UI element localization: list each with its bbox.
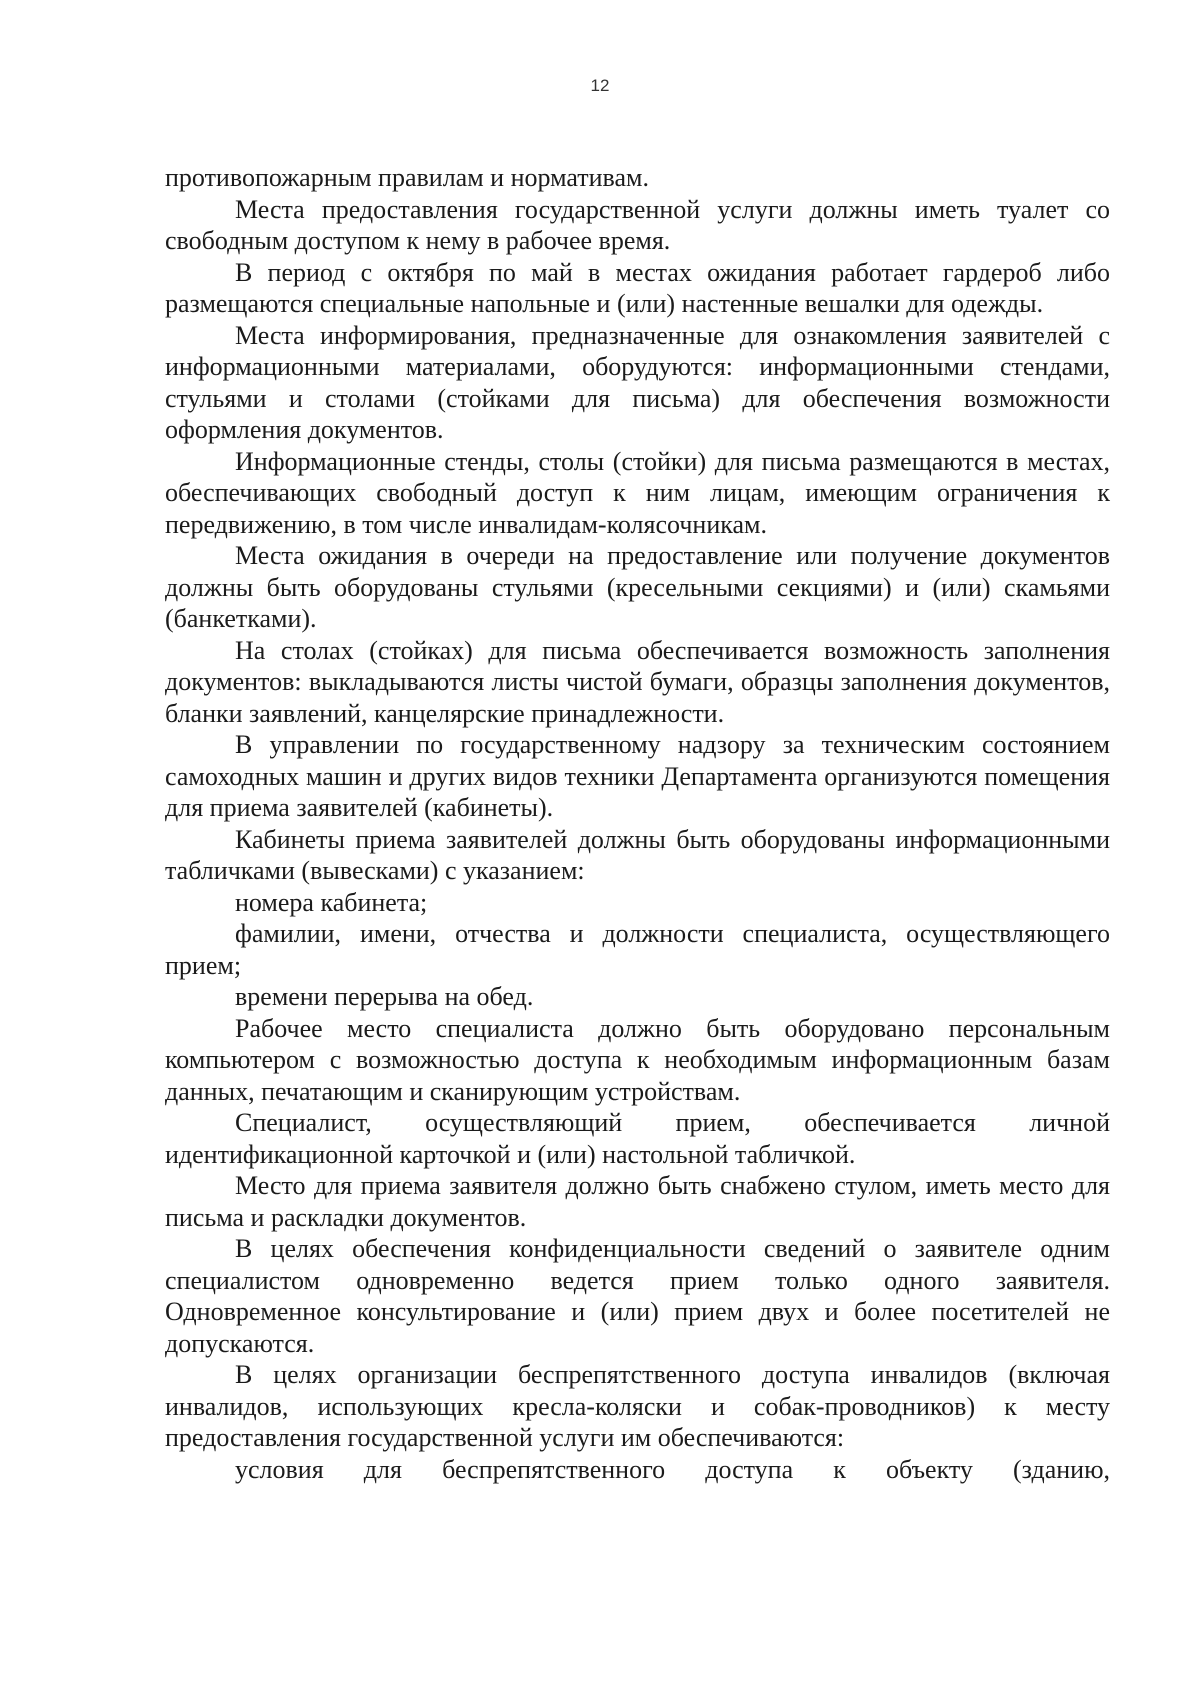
paragraph: В период с октября по май в местах ожидания работает гардероб либо размещаются специальные напольные и (или) настенные вешалки для одежды.	[165, 257, 1110, 318]
paragraph: Специалист, осуществляющий прием, обеспечивается личной идентификационной карточкой и (или) настольной табличкой.	[165, 1108, 1110, 1169]
page-number: 12	[590, 76, 610, 95]
paragraph: Информационные стенды, столы (стойки) для письма размещаются в местах, обеспечивающих свободный доступ к ним лицам, имеющим ограничения к передвижению, в том числе инвалидам-колясочникам.	[165, 446, 1110, 539]
paragraph: противопожарным правилам и нормативам.	[165, 163, 649, 192]
document-body	[165, 162, 1110, 1485]
list-item: времени перерыва на обед.	[235, 982, 534, 1011]
paragraph: Места предоставления государственной услуги должны иметь туалет со свободным доступом к нему в рабочее время.	[165, 194, 1110, 255]
paragraph: В управлении по государственному надзору за техническим состоянием самоходных машин и других видов техники Департамента организуются помещения для приема заявителей (кабинеты).	[165, 730, 1110, 822]
list-item: фамилии, имени, отчества и должности специалиста, осуществляющего прием;	[165, 919, 1110, 980]
paragraph: В целях обеспечения конфиденциальности сведений о заявителе одним специалистом одновременно ведется прием только одного заявителя. Одновременное консультирование и (или) прием двух и более посетителей не допускаются.	[165, 1234, 1110, 1358]
paragraph: Кабинеты приема заявителей должны быть оборудованы информационными табличками (вывесками) с указанием:	[165, 824, 1110, 885]
list-item: номера кабинета;	[235, 887, 428, 917]
paragraph: Рабочее место специалиста должно быть оборудовано персональным компьютером с возможностью доступа к необходимым информационным базам данных, печатающим и сканирующим устройствам.	[165, 1013, 1110, 1106]
paragraph: Место для приема заявителя должно быть снабжено стулом, иметь место для письма и раскладки документов.	[165, 1171, 1110, 1232]
paragraph: В целях организации беспрепятственного доступа инвалидов (включая инвалидов, использующих кресла-коляски и собак-проводников) к месту предоставления государственной услуги им обеспечиваются:	[165, 1360, 1110, 1452]
paragraph: На столах (стойках) для письма обеспечивается возможность заполнения документов: выкладываются листы чистой бумаги, образцы заполнения документов, бланки заявлений, канцелярские принадлежности.	[165, 635, 1110, 728]
paragraph: условия для беспрепятственного доступа к объекту (зданию,	[235, 1454, 1110, 1484]
paragraph: Места ожидания в очереди на предоставление или получение документов должны быть оборудованы стульями (кресельными секциями) и (или) скамьями (банкетками).	[165, 541, 1110, 633]
paragraph: Места информирования, предназначенные для ознакомления заявителей с информационными материалами, оборудуются: информационными стендами, стульями и столами (стойками для письма) для обеспечения возможности оформления документов.	[165, 320, 1110, 444]
